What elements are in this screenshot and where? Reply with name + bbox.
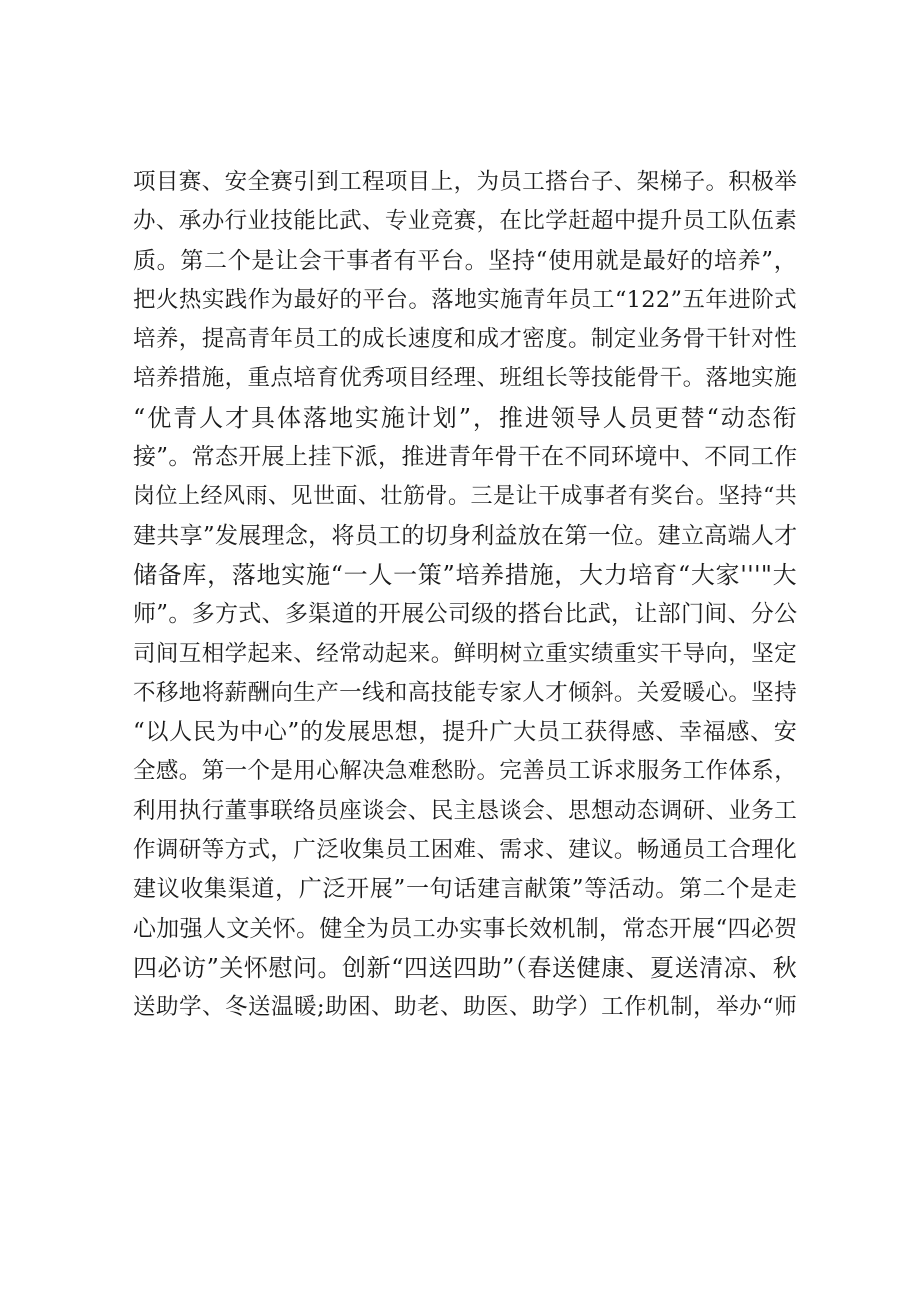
- text-line-4: 把火热实践作为最好的平台。落地实施青年员工“122”五年进阶式: [133, 286, 797, 313]
- text-line-8: 接”。常态开展上挂下派，推进青年骨干在不同环境中、不同工作: [133, 444, 797, 471]
- text-line-17: 利用执行董事联络员座谈会、民主恳谈会、思想动态调研、业务工: [133, 797, 797, 824]
- text-line-1: 项目赛、安全赛引到工程项目上，为员工搭台子、架梯子。积极举: [133, 169, 797, 195]
- text-line-9: 岗位上经风雨、见世面、壮筋骨。三是让干成事者有奖台。坚持“共: [133, 484, 797, 510]
- text-line-21: 四必访”关怀慰问。创新“四送四助”（春送健康、夏送清凉、秋: [133, 953, 797, 982]
- text-line-18: 作调研等方式，广泛收集员工困难、需求、建议。畅通员工合理化: [133, 837, 797, 864]
- text-line-19: 建议收集渠道，广泛开展”一句话建言献策”等活动。第二个是走: [133, 876, 797, 903]
- text-line-2: 办、承办行业技能比武、专业竞赛，在比学赶超中提升员工队伍素: [133, 208, 797, 235]
- text-line-11: 储备库，落地实施“一人一策”培养措施，大力培育“大家'''"大: [133, 560, 797, 589]
- text-line-7: “优青人才具体落地实施计划”，推进领导人员更替“动态衔: [133, 403, 797, 432]
- text-line-22: 送助学、冬送温暖;助困、助老、助医、助学）工作机制，举办“师: [133, 994, 797, 1021]
- text-line-15: “以人民为中心”的发展思想，提升广大员工获得感、幸福感、安: [133, 719, 797, 746]
- text-line-3: 质。第二个是让会干事者有平台。坚持“使用就是最好的培养”，: [133, 247, 797, 274]
- text-line-20: 心加强人文关怀。健全为员工办实事长效机制，常态开展“四必贺: [133, 915, 797, 942]
- text-line-5: 培养，提高青年员工的成长速度和成才密度。制定业务骨干针对性: [133, 326, 797, 353]
- text-line-12: 师”。多方式、多渠道的开展公司级的搭台比武，让部门间、分公: [133, 601, 797, 628]
- text-line-10: 建共享”发展理念，将员工的切身利益放在第一位。建立高端人才: [133, 522, 797, 549]
- text-line-6: 培养措施，重点培育优秀项目经理、班组长等技能骨干。落地实施: [133, 365, 797, 392]
- body-paragraph: [133, 163, 797, 1028]
- text-line-16: 全感。第一个是用心解决急难愁盼。完善员工诉求服务工作体系，: [133, 758, 797, 785]
- text-line-14: 不移地将薪酬向生产一线和高技能专家人才倾斜。关爱暖心。坚持: [133, 679, 797, 706]
- text-line-13: 司间互相学起来、经常动起来。鲜明树立重实绩重实干导向，坚定: [133, 640, 797, 667]
